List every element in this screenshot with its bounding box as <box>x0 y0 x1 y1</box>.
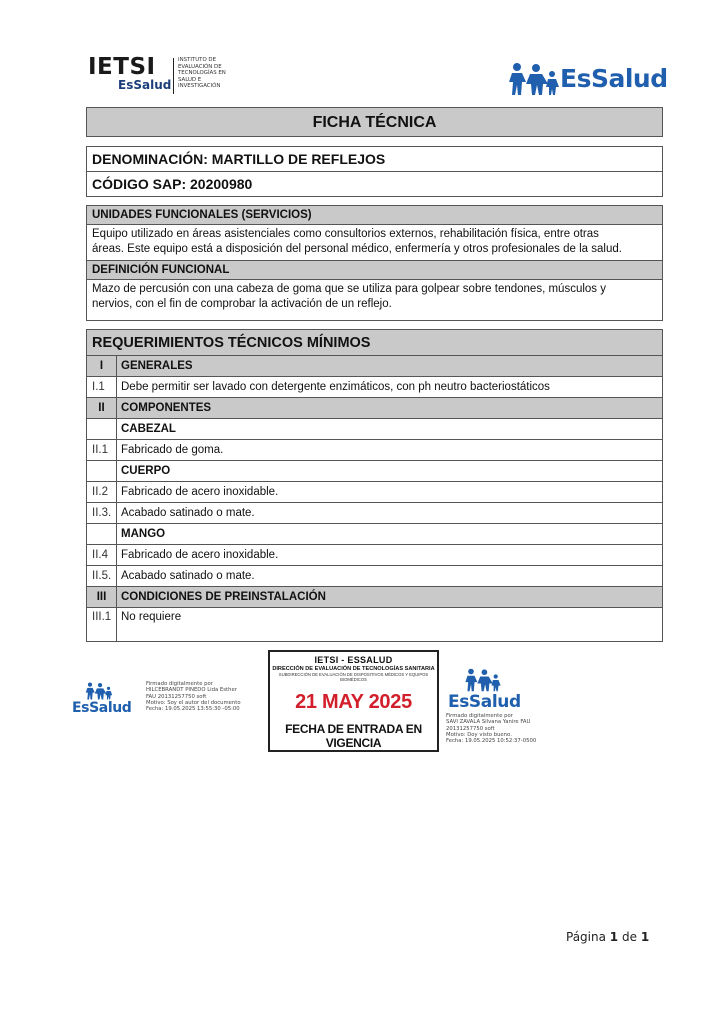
requirements-header <box>86 329 663 355</box>
table-row <box>87 461 663 482</box>
identification-box <box>86 146 663 197</box>
section-number: III <box>87 587 117 608</box>
codigo-sap: CÓDIGO SAP: 20200980 <box>92 176 253 192</box>
signature-right-text: Firmado digitalmente por SAVI ZAVALA Silvana Yanire FAU 20131257750 soft Motivo: Doy visto bueno. Fecha: 19.05.2025 10:52:37-0500 <box>446 713 537 745</box>
item-text: Acabado satinado o mate. <box>117 566 663 587</box>
table-row <box>87 377 663 398</box>
definicion-funcional-text: Mazo de percusión con una cabeza de goma que se utiliza para golpear sobre tendones, músculos y nervios, con el fin de comprobar la activación de un reflejo. <box>92 283 606 310</box>
essalud-logo <box>508 60 668 98</box>
family-icon <box>464 668 502 692</box>
item-number: I.1 <box>87 377 117 398</box>
requirements-table-wrap <box>86 355 663 642</box>
item-text: Fabricado de acero inoxidable. <box>117 482 663 503</box>
item-number <box>87 461 117 482</box>
item-text: Debe permitir ser lavado con detergente enzimáticos, con ph neutro bacteriostáticos <box>117 377 663 398</box>
subsection-label: CUERPO <box>117 461 663 482</box>
unidades-funcionales-heading: UNIDADES FUNCIONALES (SERVICIOS) <box>87 206 662 225</box>
ietsi-logo-word: IETSI <box>88 54 156 80</box>
stamp-title: IETSI - ESSALUD <box>314 655 393 665</box>
item-number: III.1 <box>87 608 117 642</box>
definicion-funcional-heading: DEFINICIÓN FUNCIONAL <box>87 260 662 280</box>
item-text: Fabricado de acero inoxidable. <box>117 545 663 566</box>
table-row <box>87 608 663 642</box>
item-number: II.3. <box>87 503 117 524</box>
subsection-label: MANGO <box>117 524 663 545</box>
item-text: Fabricado de goma. <box>117 440 663 461</box>
item-text: No requiere <box>117 608 663 642</box>
table-row <box>87 587 663 608</box>
denominacion: DENOMINACIÓN: MARTILLO DE REFLEJOS <box>87 147 662 172</box>
section-number: I <box>87 356 117 377</box>
item-number: II.2 <box>87 482 117 503</box>
stamp-validity-label: FECHA DE ENTRADA EN VIGENCIA <box>285 722 422 750</box>
essalud-logo-word: EsSalud <box>560 64 668 93</box>
signature-right-logo <box>448 668 520 712</box>
section-number: II <box>87 398 117 419</box>
item-number: II.5. <box>87 566 117 587</box>
section-label: COMPONENTES <box>117 398 663 419</box>
table-row <box>87 356 663 377</box>
table-row <box>87 545 663 566</box>
item-number: II.1 <box>87 440 117 461</box>
page-number: Página 1 de 1 <box>566 930 650 944</box>
table-row <box>87 419 663 440</box>
requirements-title: REQUERIMIENTOS TÉCNICOS MÍNIMOS <box>87 330 662 356</box>
document-title: FICHA TÉCNICA <box>86 107 663 137</box>
section-label: CONDICIONES DE PREINSTALACIÓN <box>117 587 663 608</box>
item-text: Acabado satinado o mate. <box>117 503 663 524</box>
table-row <box>87 482 663 503</box>
item-number: II.4 <box>87 545 117 566</box>
family-icon <box>508 62 560 96</box>
item-number <box>87 524 117 545</box>
family-icon <box>84 682 114 700</box>
table-row <box>87 566 663 587</box>
subsection-label: CABEZAL <box>117 419 663 440</box>
signature-left-text: Firmado digitalmente por HILCEBRANDT PINEDO Lida Esther FAU 20131257750 soft Motivo: Soy el autor del documento Fecha: 19.05.2025 13:55:30 -05:00 <box>146 681 241 713</box>
description-box <box>86 205 663 321</box>
section-label: GENERALES <box>117 356 663 377</box>
signature-left-logo <box>72 682 132 716</box>
ietsi-institute-name: INSTITUTO DE EVALUACIÓN DE TECNOLOGÍAS EN SALUD E INVESTIGACIÓN <box>178 57 226 90</box>
signature-left-logo-word: EsSalud <box>72 700 132 716</box>
validity-stamp <box>268 650 439 752</box>
table-row <box>87 503 663 524</box>
signature-right-logo-word: EsSalud <box>448 692 521 712</box>
ietsi-logo-divider <box>173 58 174 94</box>
table-row <box>87 398 663 419</box>
ietsi-logo-essalud: EsSalud <box>118 78 172 92</box>
ietsi-logo <box>88 56 238 98</box>
table-row <box>87 440 663 461</box>
unidades-funcionales-text: Equipo utilizado en áreas asistenciales como consultorios externos, rehabilitación física, entre otras áreas. Este equipo está a disposición del personal médico, enfermería y otros profesionales de la salud. <box>92 228 622 255</box>
item-number <box>87 419 117 440</box>
stamp-date: 21 MAY 2025 <box>295 691 412 713</box>
requirements-table <box>86 355 663 642</box>
table-row <box>87 524 663 545</box>
stamp-direction: DIRECCIÓN DE EVALUACIÓN DE TECNOLOGÍAS SANITARIA <box>272 666 435 672</box>
stamp-subdirection: SUBDIRECCIÓN DE EVALUACIÓN DE DISPOSITIVOS MÉDICOS Y EQUIPOS BIOMÉDICOS <box>278 672 429 682</box>
